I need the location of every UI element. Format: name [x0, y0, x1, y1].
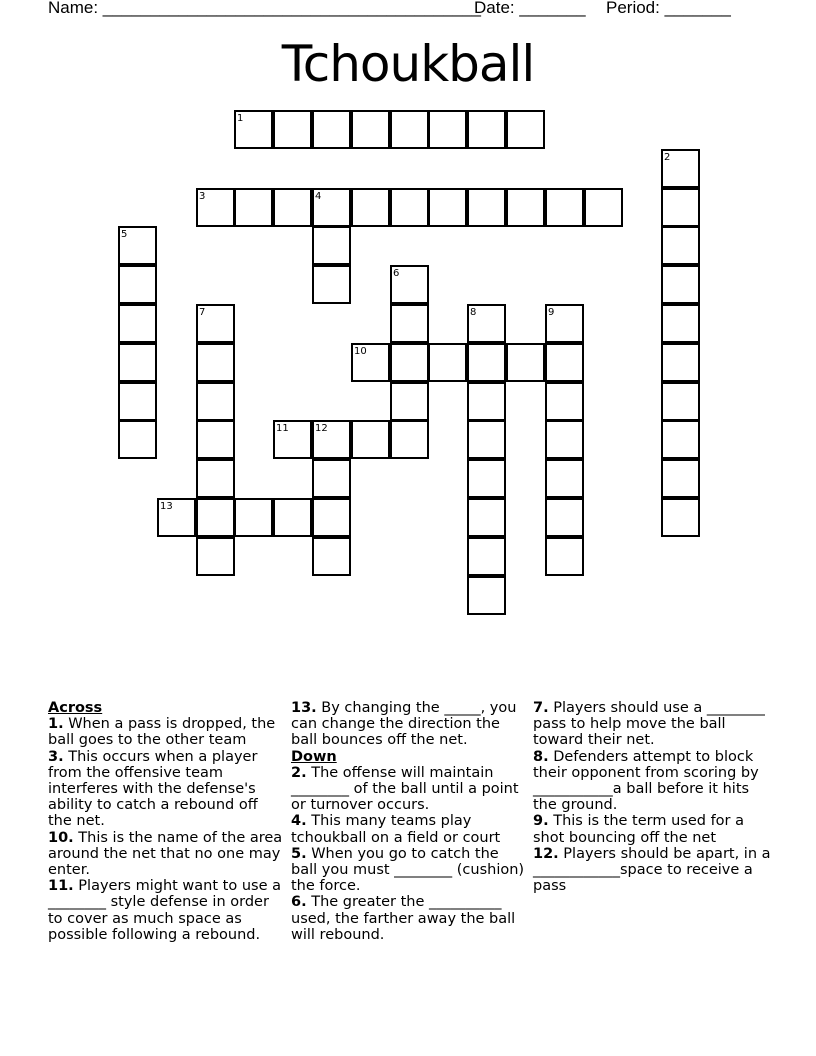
crossword-cell[interactable] — [390, 110, 429, 149]
cell-number: 4 — [315, 191, 322, 202]
crossword-cell[interactable] — [118, 265, 157, 304]
crossword-cell[interactable] — [273, 188, 312, 227]
crossword-cell[interactable] — [390, 188, 429, 227]
crossword-cell[interactable] — [196, 498, 235, 537]
crossword-cell[interactable] — [467, 498, 506, 537]
cell-number: 3 — [199, 191, 206, 202]
date-field-label[interactable]: Date: _______ — [474, 0, 586, 17]
clue-down-6 — [291, 894, 527, 943]
crossword-cell[interactable] — [661, 188, 700, 227]
clue-down-8 — [533, 749, 773, 814]
clue-number: 5. — [291, 845, 307, 862]
crossword-cell[interactable] — [661, 226, 700, 265]
crossword-cell[interactable] — [273, 420, 312, 459]
clue-number: 3. — [48, 748, 64, 765]
crossword-cell[interactable] — [661, 459, 700, 498]
crossword-cell[interactable] — [196, 537, 235, 576]
cell-number: 10 — [354, 346, 367, 357]
crossword-cell[interactable] — [390, 420, 429, 459]
clue-number: 12. — [533, 845, 559, 862]
clue-text: This many teams play tchoukball on a field or court — [291, 813, 501, 846]
crossword-cell[interactable] — [118, 382, 157, 421]
crossword-cell[interactable] — [351, 343, 390, 382]
clue-text: Defenders attempt to block their opponent from scoring by ___________a ball before it hits the ground. — [533, 748, 759, 814]
crossword-cell[interactable] — [273, 110, 312, 149]
clue-text: This is the name of the area around the net that no one may enter. — [48, 829, 283, 879]
crossword-cell[interactable] — [196, 188, 235, 227]
name-field-label[interactable]: Name: ________________________________________ — [48, 0, 481, 17]
clue-number: 8. — [533, 748, 549, 765]
crossword-cell[interactable] — [467, 537, 506, 576]
crossword-cell[interactable] — [196, 382, 235, 421]
clue-number: 6. — [291, 894, 307, 911]
crossword-cell[interactable] — [545, 420, 584, 459]
crossword-cell[interactable] — [234, 188, 273, 227]
cell-number: 13 — [160, 501, 173, 512]
clue-across-1 — [48, 716, 284, 748]
clue-down-4 — [291, 813, 527, 845]
crossword-cell[interactable] — [545, 188, 584, 227]
clue-down-2 — [291, 765, 527, 814]
clue-text: By changing the _____, you can change the direction the ball bounces off the net. — [291, 700, 517, 749]
clue-number: 13. — [291, 700, 317, 716]
crossword-cell[interactable] — [157, 498, 196, 537]
crossword-cell[interactable] — [312, 459, 351, 498]
clue-down-5 — [291, 846, 527, 895]
crossword-cell[interactable] — [351, 110, 390, 149]
crossword-cell[interactable] — [196, 420, 235, 459]
crossword-cell[interactable] — [196, 459, 235, 498]
clue-text: Players might want to use a ________ style defense in order to cover as much space as possible following a rebound. — [48, 878, 281, 943]
clue-number: 4. — [291, 813, 307, 830]
clue-text: Players should use a ________ pass to help move the ball toward their net. — [533, 700, 765, 749]
crossword-cell[interactable] — [467, 576, 506, 615]
clues-column-3 — [533, 700, 773, 894]
across-heading: Across — [48, 700, 103, 716]
crossword-cell[interactable] — [545, 498, 584, 537]
crossword-cell[interactable] — [467, 382, 506, 421]
crossword-cell[interactable] — [312, 110, 351, 149]
clue-text: The offense will maintain ________ of the ball until a point or turnover occurs. — [291, 764, 519, 814]
crossword-cell[interactable] — [661, 420, 700, 459]
crossword-cell[interactable] — [506, 343, 545, 382]
crossword-cell[interactable] — [661, 304, 700, 343]
crossword-cell[interactable] — [467, 343, 506, 382]
crossword-cell[interactable] — [312, 420, 351, 459]
clue-text: This is the term used for a shot bouncing off the net — [533, 813, 745, 846]
cell-number: 8 — [470, 307, 477, 318]
crossword-cell[interactable] — [118, 226, 157, 265]
crossword-cell[interactable] — [390, 304, 429, 343]
cell-number: 7 — [199, 307, 206, 318]
clue-across-13 — [291, 700, 527, 749]
crossword-cell[interactable] — [234, 110, 273, 149]
crossword-cell[interactable] — [118, 420, 157, 459]
crossword-cell[interactable] — [467, 110, 506, 149]
crossword-cell[interactable] — [545, 304, 584, 343]
clue-number: 10. — [48, 829, 74, 846]
clue-down-12 — [533, 846, 773, 895]
crossword-cell[interactable] — [506, 110, 545, 149]
clue-down-9 — [533, 813, 773, 845]
crossword-cell[interactable] — [428, 188, 467, 227]
crossword-cell[interactable] — [312, 498, 351, 537]
crossword-cell[interactable] — [467, 304, 506, 343]
clue-across-10 — [48, 830, 284, 879]
crossword-cell[interactable] — [428, 343, 467, 382]
clue-number: 2. — [291, 764, 307, 781]
cell-number: 5 — [121, 229, 128, 240]
cell-number: 2 — [664, 152, 671, 163]
crossword-cell[interactable] — [661, 498, 700, 537]
crossword-cell[interactable] — [545, 382, 584, 421]
crossword-cell[interactable] — [545, 343, 584, 382]
crossword-cell[interactable] — [661, 265, 700, 304]
crossword-cell[interactable] — [196, 343, 235, 382]
crossword-cell[interactable] — [312, 537, 351, 576]
clue-number: 11. — [48, 878, 74, 895]
crossword-cell[interactable] — [661, 343, 700, 382]
clue-text: When you go to catch the ball you must ________ (cushion) the force. — [291, 845, 525, 895]
cell-number: 9 — [548, 307, 555, 318]
clues-column-2 — [291, 700, 527, 943]
cell-number: 12 — [315, 423, 328, 434]
crossword-cell[interactable] — [351, 188, 390, 227]
clue-text: When a pass is dropped, the ball goes to the other team — [48, 716, 276, 749]
clue-text: This occurs when a player from the offensive team interferes with the defense's ability to catch a rebound off the net. — [48, 748, 258, 830]
crossword-cell[interactable] — [467, 188, 506, 227]
crossword-cell[interactable] — [467, 459, 506, 498]
page-title: Tchoukball — [281, 35, 535, 93]
crossword-cell[interactable] — [506, 188, 545, 227]
clue-number: 7. — [533, 700, 549, 716]
crossword-cell[interactable] — [196, 304, 235, 343]
clue-number: 1. — [48, 716, 64, 733]
cell-number: 6 — [393, 268, 400, 279]
crossword-cell[interactable] — [467, 420, 506, 459]
clue-across-11 — [48, 878, 284, 943]
crossword-cell[interactable] — [118, 304, 157, 343]
clue-number: 9. — [533, 813, 549, 830]
crossword-cell[interactable] — [428, 110, 467, 149]
clue-down-7 — [533, 700, 773, 749]
crossword-cell[interactable] — [545, 459, 584, 498]
period-field-label[interactable]: Period: _______ — [606, 0, 731, 17]
crossword-cell[interactable] — [351, 420, 390, 459]
clue-text: Players should be apart, in a ____________space to receive a pass — [533, 845, 771, 895]
crossword-cell[interactable] — [390, 382, 429, 421]
clue-across-3 — [48, 749, 284, 830]
crossword-cell[interactable] — [312, 226, 351, 265]
crossword-cell[interactable] — [661, 149, 700, 188]
clues-column-1 — [48, 700, 284, 943]
crossword-cell[interactable] — [234, 498, 273, 537]
cell-number: 11 — [276, 423, 289, 434]
cell-number: 1 — [237, 113, 244, 124]
crossword-cell[interactable] — [661, 382, 700, 421]
clue-text: The greater the __________ used, the farther away the ball will rebound. — [291, 894, 516, 943]
crossword-cell[interactable] — [390, 343, 429, 382]
crossword-cell[interactable] — [584, 188, 623, 227]
crossword-cell[interactable] — [545, 537, 584, 576]
crossword-cell[interactable] — [312, 265, 351, 304]
crossword-cell[interactable] — [118, 343, 157, 382]
crossword-cell[interactable] — [273, 498, 312, 537]
crossword-cell[interactable] — [390, 265, 429, 304]
down-heading: Down — [291, 748, 337, 765]
crossword-cell[interactable] — [312, 188, 351, 227]
